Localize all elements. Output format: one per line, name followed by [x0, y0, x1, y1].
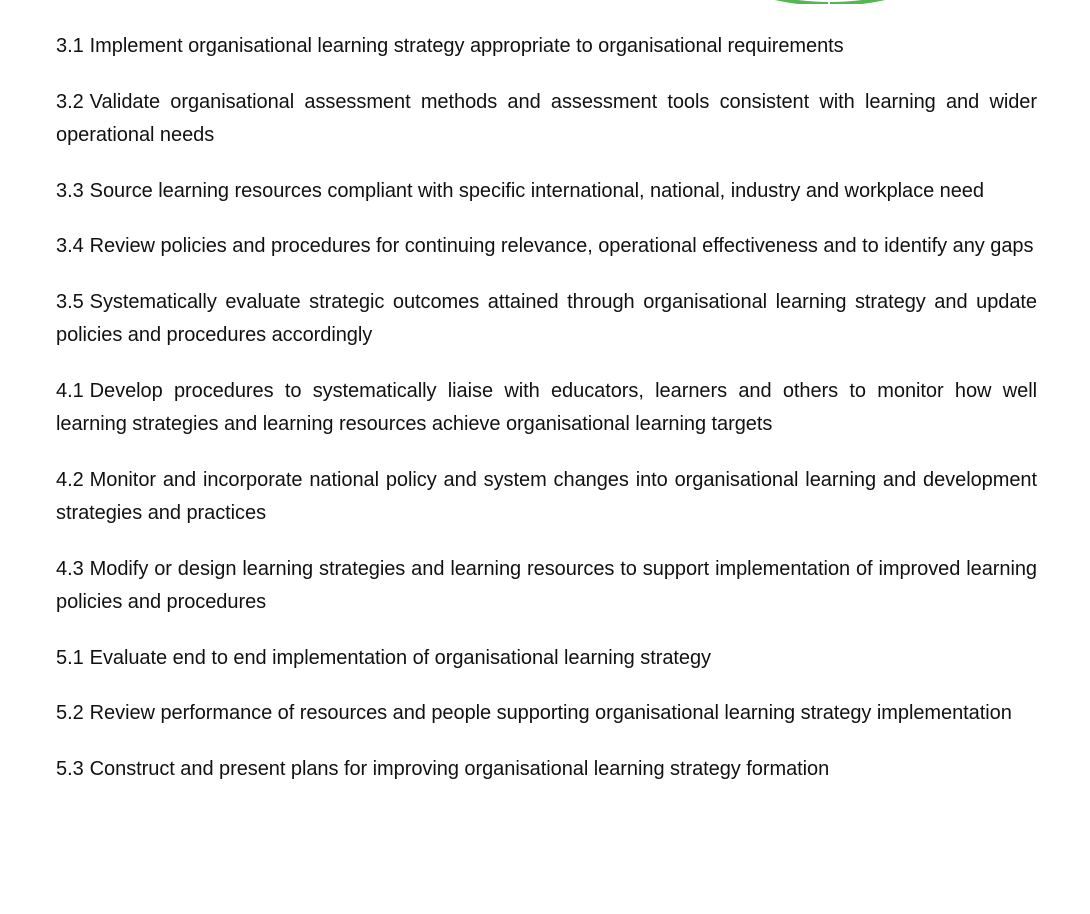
criteria-text: Validate organisational assessment methods and assessment tools consistent with learning and wider operational needs [56, 90, 1037, 146]
criteria-item-5-2 [56, 697, 1037, 731]
logo-fragment [764, 0, 896, 4]
criteria-number: 5.1 [56, 646, 84, 669]
criteria-number: 3.3 [56, 179, 84, 202]
criteria-item-3-4 [56, 230, 1037, 264]
criteria-text: Monitor and incorporate national policy and system changes into organisational learning and development strategies and practices [56, 468, 1037, 524]
criteria-number: 3.2 [56, 90, 84, 113]
criteria-text: Systematically evaluate strategic outcomes attained through organisational learning strategy and update policies and procedures accordingly [56, 290, 1037, 346]
criteria-number: 3.5 [56, 290, 84, 313]
criteria-number: 4.2 [56, 468, 84, 491]
criteria-number: 5.3 [56, 757, 84, 780]
criteria-item-3-2 [56, 86, 1037, 153]
criteria-item-5-1 [56, 642, 1037, 676]
criteria-text: Modify or design learning strategies and learning resources to support implementation of improved learning policies and procedures [56, 557, 1037, 613]
criteria-item-3-5 [56, 286, 1037, 353]
criteria-text: Review policies and procedures for continuing relevance, operational effectiveness and to identify any gaps [89, 235, 1034, 257]
criteria-item-4-2 [56, 464, 1037, 531]
criteria-text: Review performance of resources and people supporting organisational learning strategy implementation [89, 702, 1012, 724]
criteria-item-4-3 [56, 553, 1037, 620]
criteria-item-3-1 [56, 30, 1037, 64]
criteria-text: Implement organisational learning strategy appropriate to organisational requirements [89, 35, 844, 57]
criteria-number: 3.4 [56, 235, 84, 257]
criteria-item-4-1 [56, 375, 1037, 442]
criteria-item-5-3 [56, 753, 1037, 787]
criteria-list [56, 30, 1037, 808]
criteria-text: Develop procedures to systematically liaise with educators, learners and others to monitor how well learning strategies and learning resources achieve organisational learning targets [56, 379, 1037, 435]
criteria-number: 4.3 [56, 557, 84, 580]
criteria-number: 3.1 [56, 35, 84, 57]
criteria-text: Evaluate end to end implementation of organisational learning strategy [89, 646, 712, 669]
criteria-item-3-3 [56, 175, 1037, 209]
criteria-number: 5.2 [56, 702, 84, 724]
criteria-text: Construct and present plans for improving organisational learning strategy formation [89, 757, 830, 780]
criteria-text: Source learning resources compliant with specific international, national, industry and workplace need [89, 179, 984, 202]
criteria-number: 4.1 [56, 379, 84, 402]
